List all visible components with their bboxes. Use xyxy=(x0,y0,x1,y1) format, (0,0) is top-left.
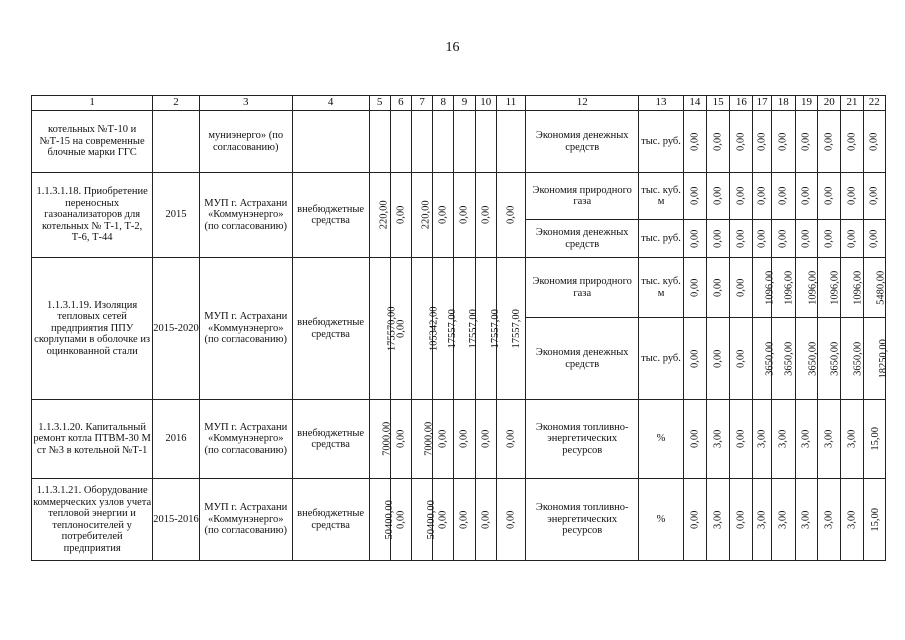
column-header: 6 xyxy=(390,96,411,111)
funding-value-cell xyxy=(475,400,496,479)
funding-value-cell xyxy=(411,111,432,173)
funding-value: 0,00 xyxy=(437,429,449,449)
funding-value: 0,00 xyxy=(505,510,517,529)
indicator-value-cell xyxy=(683,318,706,400)
funding-value: 17557,00 xyxy=(489,308,501,349)
indicator-value-cell xyxy=(753,111,771,173)
indicator-value: 0,00 xyxy=(800,229,812,248)
indicator-value: 3,00 xyxy=(800,510,812,529)
indicator-value-cell xyxy=(841,173,863,220)
funding-source-cell: внебюджетные средства xyxy=(292,400,369,479)
table-row xyxy=(32,173,886,220)
funding-value-cell xyxy=(369,400,390,479)
indicator-value: 0,00 xyxy=(735,349,747,368)
indicator-value: 0,00 xyxy=(712,132,724,151)
indicator-value-cell xyxy=(863,111,885,173)
indicator-value-cell xyxy=(795,400,817,479)
indicator-value: 0,00 xyxy=(756,229,768,248)
indicator-value: 0,00 xyxy=(689,132,701,151)
indicator-value-cell xyxy=(707,258,730,318)
funding-value: 17557,00 xyxy=(468,308,480,349)
indicator-value: 0,00 xyxy=(689,186,701,206)
column-header: 20 xyxy=(818,96,841,111)
indicator-value: 3,00 xyxy=(823,429,835,449)
indicator-value: 3,00 xyxy=(712,510,724,529)
funding-value-cell xyxy=(496,479,525,561)
indicator-value-cell xyxy=(707,173,730,220)
funding-value: 0,00 xyxy=(395,319,407,338)
indicator-value-cell xyxy=(683,400,706,479)
indicator-value-cell xyxy=(863,220,885,258)
indicator-value: 0,00 xyxy=(712,278,724,297)
indicator-value-cell xyxy=(818,111,841,173)
column-header: 8 xyxy=(433,96,454,111)
indicator-value-cell xyxy=(818,318,841,400)
indicator-unit-cell: тыс. руб. xyxy=(639,318,683,400)
funding-value: 7000,00 xyxy=(380,421,392,457)
funding-value-cell xyxy=(496,111,525,173)
period-cell: 2015-2020 xyxy=(153,258,199,400)
column-header: 12 xyxy=(526,96,639,111)
funding-value-cell xyxy=(411,173,432,258)
indicator-unit-cell: % xyxy=(639,479,683,561)
indicator-value-cell xyxy=(841,479,863,561)
funding-value-cell xyxy=(390,173,411,258)
indicator-value: 0,00 xyxy=(689,429,701,449)
funding-value: 0,00 xyxy=(458,510,470,529)
indicator-value: 0,00 xyxy=(689,349,701,368)
indicator-value-cell xyxy=(841,400,863,479)
funding-value: 50400,00 xyxy=(425,499,437,540)
indicator-value: 0,00 xyxy=(800,186,812,206)
column-header: 9 xyxy=(454,96,475,111)
indicator-value-cell xyxy=(841,318,863,400)
indicator-value: 18250,00 xyxy=(877,338,889,379)
funding-value-cell xyxy=(390,400,411,479)
indicator-value: 3,00 xyxy=(712,429,724,449)
indicator-value-cell xyxy=(795,111,817,173)
funding-value: 0,00 xyxy=(479,205,491,225)
funding-value-cell xyxy=(475,173,496,258)
executor-cell: муниэнерго» (по согласованию) xyxy=(199,111,292,173)
funding-value-cell xyxy=(496,400,525,479)
funding-value: 0,00 xyxy=(458,205,470,225)
indicator-value: 0,00 xyxy=(846,132,858,151)
indicator-value-cell xyxy=(707,111,730,173)
column-header: 14 xyxy=(683,96,706,111)
indicator-value-cell xyxy=(707,400,730,479)
indicator-value: 0,00 xyxy=(868,186,880,206)
indicator-name-cell: Экономия денежных средств xyxy=(526,220,639,258)
indicator-value: 0,00 xyxy=(868,132,880,151)
indicator-value-cell xyxy=(818,400,841,479)
funding-value: 175570,00 xyxy=(386,306,398,351)
funding-source-cell: внебюджетные средства xyxy=(292,258,369,400)
funding-value: 0,00 xyxy=(458,429,470,449)
executor-cell: МУП г. Астрахани «Коммунэнерго» (по согласованию) xyxy=(199,400,292,479)
column-header: 13 xyxy=(639,96,683,111)
header-row xyxy=(32,96,886,111)
funding-value-cell xyxy=(475,479,496,561)
table-row xyxy=(32,111,886,173)
column-header: 16 xyxy=(730,96,753,111)
indicator-value: 5480,00 xyxy=(874,270,886,305)
funding-value: 0,00 xyxy=(505,205,517,225)
column-header: 10 xyxy=(475,96,496,111)
indicator-value-cell xyxy=(683,173,706,220)
indicator-value: 3650,00 xyxy=(852,341,864,376)
indicator-value-cell xyxy=(753,173,771,220)
funding-value: 7000,00 xyxy=(423,421,435,457)
indicator-value-cell xyxy=(795,173,817,220)
funding-value-cell xyxy=(369,258,398,400)
indicator-value-cell xyxy=(863,258,885,318)
indicator-unit-cell: тыс. руб. xyxy=(639,111,683,173)
indicator-value: 3,00 xyxy=(846,510,858,529)
indicator-value: 1096,00 xyxy=(764,270,776,305)
indicator-value-cell xyxy=(707,479,730,561)
funding-value-cell xyxy=(411,479,437,561)
indicator-value: 3,00 xyxy=(756,429,768,449)
indicator-value: 0,00 xyxy=(756,186,768,206)
indicator-value: 3650,00 xyxy=(807,341,819,376)
indicator-value: 0,00 xyxy=(689,229,701,248)
indicator-value: 3,00 xyxy=(777,510,789,529)
column-header: 18 xyxy=(771,96,795,111)
funding-value-cell xyxy=(433,400,454,479)
column-header: 11 xyxy=(496,96,525,111)
indicator-unit-cell: тыс. руб. xyxy=(639,220,683,258)
measure-name-cell: 1.1.3.1.21. Оборудование коммерческих узлов учета тепловой энергии и теплоносителей у потребителей предприятия xyxy=(32,479,153,561)
indicator-value-cell xyxy=(753,220,771,258)
column-header: 4 xyxy=(292,96,369,111)
indicator-value-cell xyxy=(730,479,753,561)
indicator-value-cell xyxy=(818,220,841,258)
indicator-value-cell xyxy=(730,318,753,400)
period-cell: 2015-2016 xyxy=(153,479,199,561)
indicator-value: 0,00 xyxy=(777,229,789,248)
funding-value-cell xyxy=(454,400,475,479)
indicator-value: 15,00 xyxy=(869,427,881,451)
indicator-value: 0,00 xyxy=(868,229,880,248)
indicator-value-cell xyxy=(863,479,885,561)
indicator-value: 1096,00 xyxy=(782,270,794,305)
executor-cell: МУП г. Астрахани «Коммунэнерго» (по согласованию) xyxy=(199,479,292,561)
indicator-value: 0,00 xyxy=(735,132,747,151)
funding-value: 220,00 xyxy=(378,200,390,230)
indicator-value-cell xyxy=(795,258,817,318)
indicator-value-cell xyxy=(818,173,841,220)
indicator-value: 15,00 xyxy=(869,507,881,532)
indicator-value-cell xyxy=(683,111,706,173)
indicator-value-cell xyxy=(841,111,863,173)
indicator-value: 0,00 xyxy=(846,229,858,248)
funding-value-cell xyxy=(496,173,525,258)
indicator-name-cell: Экономия топливно-энергетических ресурсов xyxy=(526,400,639,479)
funding-value: 17557,00 xyxy=(447,308,459,349)
table-row xyxy=(32,258,886,318)
indicator-unit-cell: тыс. куб. м xyxy=(639,173,683,220)
indicator-value-cell xyxy=(753,318,776,400)
indicator-value-cell xyxy=(863,173,885,220)
funding-value: 0,00 xyxy=(505,429,517,449)
funding-value: 0,00 xyxy=(395,429,407,449)
indicator-value-cell xyxy=(707,220,730,258)
indicator-value-cell xyxy=(753,479,771,561)
indicator-value: 0,00 xyxy=(800,132,812,151)
indicator-name-cell: Экономия денежных средств xyxy=(526,111,639,173)
column-header: 17 xyxy=(753,96,771,111)
indicator-value-cell xyxy=(730,258,753,318)
funding-value: 0,00 xyxy=(479,429,491,449)
indicator-value: 0,00 xyxy=(823,229,835,248)
indicator-value: 3,00 xyxy=(777,429,789,449)
indicator-value: 0,00 xyxy=(777,132,789,151)
indicator-value: 3,00 xyxy=(756,510,768,529)
indicator-value: 3,00 xyxy=(800,429,812,449)
indicator-value-cell xyxy=(730,400,753,479)
measure-name-cell: 1.1.3.1.19. Изоляция тепловых сетей предприятия ППУ скорлупами в оболочке из оцинкованной стали xyxy=(32,258,153,400)
indicator-value-cell xyxy=(863,318,889,400)
indicator-unit-cell: тыс. куб. м xyxy=(639,258,683,318)
indicator-unit-cell: % xyxy=(639,400,683,479)
column-header: 19 xyxy=(795,96,817,111)
indicator-value: 0,00 xyxy=(823,186,835,206)
indicator-value: 3650,00 xyxy=(764,341,776,376)
indicator-value-cell xyxy=(683,258,706,318)
column-header: 2 xyxy=(153,96,199,111)
indicator-value: 3,00 xyxy=(823,510,835,529)
indicator-value-cell xyxy=(683,479,706,561)
period-cell: 2015 xyxy=(153,173,199,258)
funding-value-cell xyxy=(475,111,496,173)
funding-source-cell: внебюджетные средства xyxy=(292,173,369,258)
indicator-value: 0,00 xyxy=(735,510,747,529)
indicator-value-cell xyxy=(753,400,771,479)
indicator-value: 0,00 xyxy=(689,510,701,529)
funding-value: 0,00 xyxy=(437,510,449,529)
indicator-value-cell xyxy=(818,258,841,318)
indicator-value-cell xyxy=(771,400,795,479)
program-table xyxy=(31,95,889,561)
indicator-value-cell xyxy=(771,111,795,173)
indicator-value-cell xyxy=(795,220,817,258)
funding-source-cell xyxy=(292,111,369,173)
indicator-value: 0,00 xyxy=(756,132,768,151)
indicator-value: 1096,00 xyxy=(852,270,864,305)
indicator-value: 0,00 xyxy=(735,278,747,297)
executor-cell: МУП г. Астрахани «Коммунэнерго» (по согласованию) xyxy=(199,173,292,258)
funding-value: 0,00 xyxy=(395,205,407,225)
measure-name-cell: котельных №Т-10 и №Т-15 на современные блочные марки ГГС xyxy=(32,111,153,173)
funding-value-cell xyxy=(369,173,390,258)
indicator-name-cell: Экономия природного газа xyxy=(526,258,639,318)
period-cell: 2016 xyxy=(153,400,199,479)
indicator-value: 1096,00 xyxy=(829,270,841,305)
funding-value-cell xyxy=(390,111,411,173)
funding-value: 0,00 xyxy=(479,510,491,529)
funding-source-cell: внебюджетные средства xyxy=(292,479,369,561)
column-header: 21 xyxy=(841,96,863,111)
indicator-value-cell xyxy=(771,220,795,258)
indicator-value-cell xyxy=(683,220,706,258)
indicator-value-cell xyxy=(771,479,795,561)
indicator-value-cell xyxy=(841,220,863,258)
column-header: 15 xyxy=(707,96,730,111)
funding-value: 50400,00 xyxy=(383,499,395,540)
indicator-value: 0,00 xyxy=(712,349,724,368)
page-number: 16 xyxy=(445,40,460,55)
indicator-value-cell xyxy=(707,318,730,400)
funding-value-cell xyxy=(433,111,454,173)
indicator-value: 0,00 xyxy=(823,132,835,151)
indicator-value-cell xyxy=(771,173,795,220)
indicator-name-cell: Экономия топливно-энергетических ресурсов xyxy=(526,479,639,561)
indicator-value: 0,00 xyxy=(689,278,701,297)
indicator-value: 0,00 xyxy=(735,186,747,206)
funding-value-cell xyxy=(433,173,454,258)
indicator-value: 1096,00 xyxy=(807,270,819,305)
funding-value-cell xyxy=(454,479,475,561)
table-row xyxy=(32,479,886,561)
column-header: 3 xyxy=(199,96,292,111)
column-header: 1 xyxy=(32,96,153,111)
indicator-value-cell xyxy=(795,479,817,561)
indicator-value: 3,00 xyxy=(846,429,858,449)
indicator-value: 0,00 xyxy=(846,186,858,206)
indicator-value-cell xyxy=(730,220,753,258)
period-cell xyxy=(153,111,199,173)
indicator-name-cell: Экономия денежных средств xyxy=(526,318,639,400)
table-row xyxy=(32,400,886,479)
funding-value-cell xyxy=(411,400,435,479)
indicator-value: 0,00 xyxy=(712,186,724,206)
indicator-value: 3650,00 xyxy=(829,341,841,376)
funding-value-cell xyxy=(411,258,440,400)
indicator-value-cell xyxy=(841,258,863,318)
funding-value-cell xyxy=(454,173,475,258)
indicator-value: 0,00 xyxy=(777,186,789,206)
indicator-value: 0,00 xyxy=(735,229,747,248)
indicator-name-cell: Экономия природного газа xyxy=(526,173,639,220)
column-header: 7 xyxy=(411,96,432,111)
indicator-value-cell xyxy=(753,258,776,318)
funding-value: 17557,00 xyxy=(510,308,522,349)
funding-value: 220,00 xyxy=(420,200,432,230)
indicator-value-cell xyxy=(795,318,817,400)
measure-name-cell: 1.1.3.1.20. Капитальный ремонт котла ПТВМ-30 М ст №3 в котельной №Т-1 xyxy=(32,400,153,479)
funding-value: 105342,00 xyxy=(428,306,440,351)
indicator-value: 0,00 xyxy=(712,229,724,248)
column-header: 5 xyxy=(369,96,390,111)
funding-value: 0,00 xyxy=(395,510,407,529)
indicator-value-cell xyxy=(818,479,841,561)
indicator-value-cell xyxy=(863,400,885,479)
measure-name-cell: 1.1.3.1.18. Приобретение переносных газоанализаторов для котельных № Т-1, Т-2, Т-6, Т-44 xyxy=(32,173,153,258)
funding-value-cell xyxy=(369,111,390,173)
column-header: 22 xyxy=(863,96,885,111)
indicator-value-cell xyxy=(730,173,753,220)
indicator-value: 0,00 xyxy=(735,429,747,449)
indicator-value: 3650,00 xyxy=(782,341,794,376)
indicator-value-cell xyxy=(730,111,753,173)
executor-cell: МУП г. Астрахани «Коммунэнерго» (по согласованию) xyxy=(199,258,292,400)
funding-value-cell xyxy=(454,111,475,173)
funding-value-cell xyxy=(369,479,395,561)
funding-value: 0,00 xyxy=(437,205,449,225)
